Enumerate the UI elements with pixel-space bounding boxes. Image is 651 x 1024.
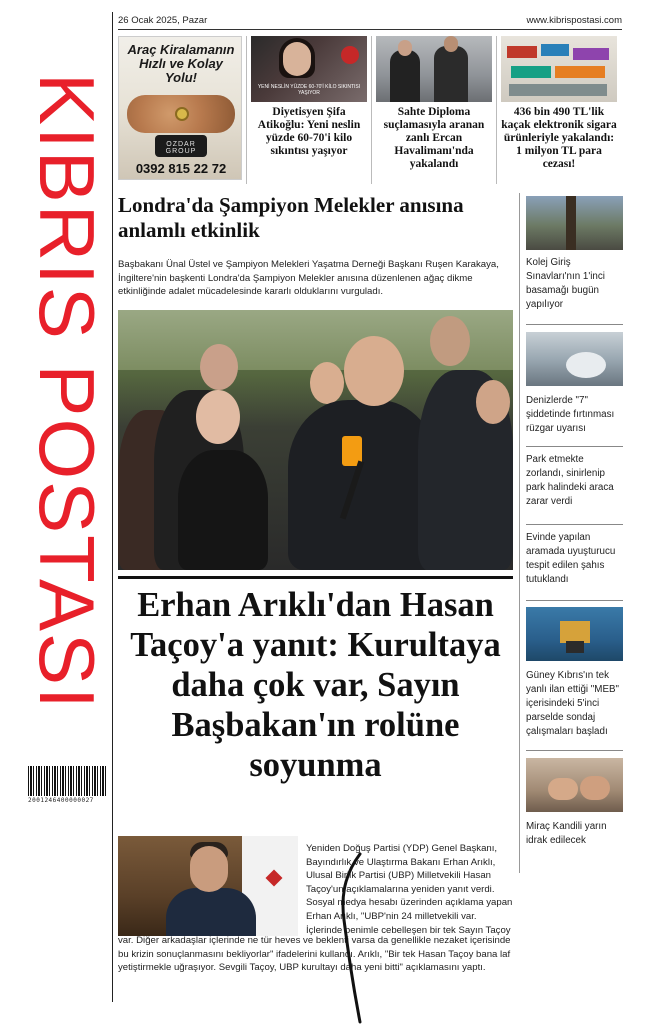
sidebar-text: Denizlerde "7" şiddetinde fırtınması rüzgar uyarısı <box>526 395 615 434</box>
story2-headline[interactable]: Erhan Arıklı'dan Hasan Taçoy'a yanıt: Kurultaya daha çok var, Sayın Başbakan'ın rolüne soyunma <box>130 586 501 784</box>
top-strip <box>118 36 622 184</box>
sidebar-item-mirac[interactable] <box>526 758 623 848</box>
sidebar-text: Kolej Giriş Sınavları'nın 1'inci basamağı bugün yapılıyor <box>526 257 605 310</box>
sidebar-divider <box>519 193 520 873</box>
sidebar-separator <box>526 524 623 525</box>
story2-body-part2: var. Diğer arkadaşlar içlerinde ne tür heves ve beklenti varsa da genellikle nezaket içerisinde bu krizin sonuçlanmasını bekliyorlar" ifadelerini kullandı. Arıklı, "Bir tek Hasan Taçoy bana laf yetiştirmekle uğraşıyor. Sevgili Taçoy, UBP kurultayı daha yeni bitti" açıklamasını yaptı. <box>118 935 511 974</box>
ad-logo-text: OZDAR GROUP <box>165 141 197 155</box>
strip-story-diet[interactable] <box>246 36 367 184</box>
sidebar-text: Park etmekte zorlandı, sinirlenip park halindeki araca zarar verdi <box>526 454 614 507</box>
story1-photo[interactable] <box>118 310 513 570</box>
topbar <box>118 14 622 30</box>
ad-headline: Araç Kiralamanın Hızlı ve Kolay Yolu! <box>127 42 235 85</box>
sidebar-item-park[interactable] <box>526 453 623 509</box>
strip-image-diploma <box>376 36 492 102</box>
story2-body-part1: Yeniden Doğuş Partisi (YDP) Genel Başkanı, Bayındırlık ve Ulaştırma Bakanı Erhan Arıklı, Ulusal Birlik Partisi (UBP) Milletvekili Hasan Taçoy'un açıklamalarına yeniden yanıt verdi. Sosyal medya hesabı üzerinden açıklama yapan Erhan Arıklı, "UBP'nin 24 milletvekili var. İçlerinde benimle cebelleşen bir tek Sayın Taçoy <box>306 843 513 936</box>
strip-image-diet <box>251 36 367 102</box>
pen-scribble-mark <box>330 850 370 1024</box>
sidebar-item-firtina[interactable] <box>526 332 623 436</box>
sidebar-separator <box>526 750 623 751</box>
masthead <box>23 12 111 772</box>
story1-headline[interactable]: Londra'da Şampiyon Melekler anısına anlamlı etkinlik <box>118 193 464 242</box>
story2-photo[interactable] <box>118 836 298 936</box>
strip-headline: Diyetisyen Şifa Atikoğlu: Yeni neslin yüzde 60-70'i kilo sıkıntısı yaşıyor <box>257 106 361 157</box>
sidebar-text: Miraç Kandili yarın idrak edilecek <box>526 821 607 846</box>
strip-story-diploma[interactable] <box>371 36 492 184</box>
website-link[interactable]: www.kibrispostasi.com <box>526 14 622 26</box>
strip-story-ecig[interactable] <box>496 36 617 184</box>
barcode-number: 2001246400000027 <box>28 797 94 804</box>
sidebar-image <box>526 332 623 386</box>
sidebar-image <box>526 607 623 661</box>
car-rental-ad[interactable] <box>118 36 242 180</box>
sidebar-separator <box>526 446 623 447</box>
ad-phone: 0392 815 22 72 <box>135 161 227 176</box>
sidebar-item-kolej[interactable] <box>526 196 623 312</box>
sidebar-text: Evinde yapılan aramada uyuşturucu tespit edilen şahıs tutuklandı <box>526 532 616 585</box>
masthead-divider <box>112 12 113 1002</box>
strip-headline: 436 bin 490 TL'lik kaçak elektronik sigara ürünleriyle yakalandı: 1 milyon TL para cezası! <box>501 106 617 170</box>
sidebar-text: Güney Kıbrıs'ın tek yanlı ilan ettiği "MEB" içerisindeki 5'inci parselde sondaj çalışmaları başladı <box>526 670 619 737</box>
logo-badge-icon <box>341 46 359 64</box>
strip-image-ecig <box>501 36 617 102</box>
image-caption: YENİ NESLİN YÜZDE 60-70'İ KİLO SIKINTISI YAŞIYOR <box>257 84 361 96</box>
sidebar-item-sondaj[interactable] <box>526 607 623 739</box>
story1-lede: Başbakanı Ünal Üstel ve Şampiyon Melekleri Yaşatma Derneği Başkanı Ruşen Karakaya, İngiltere'nin başkenti Londra'da Şampiyon Melekler anısına düzenlenen ağaç dikme etkinliğinde adalet mücadelesinde kararlı olduklarını vurguladı. <box>118 259 499 297</box>
section-divider <box>118 576 513 579</box>
key-icon <box>175 107 189 121</box>
sidebar-item-uyusturucu[interactable] <box>526 531 623 587</box>
masthead-title: KIBRIS POSTASI <box>23 73 111 711</box>
sidebar-image <box>526 758 623 812</box>
issue-date: 26 Ocak 2025, Pazar <box>118 14 208 26</box>
barcode <box>28 766 106 796</box>
sidebar-separator <box>526 324 623 325</box>
strip-headline: Sahte Diploma suçlamasıyla aranan zanlı Ercan Havalimanı'nda yakalandı <box>383 106 485 170</box>
sidebar-image <box>526 196 623 250</box>
sidebar-separator <box>526 600 623 601</box>
